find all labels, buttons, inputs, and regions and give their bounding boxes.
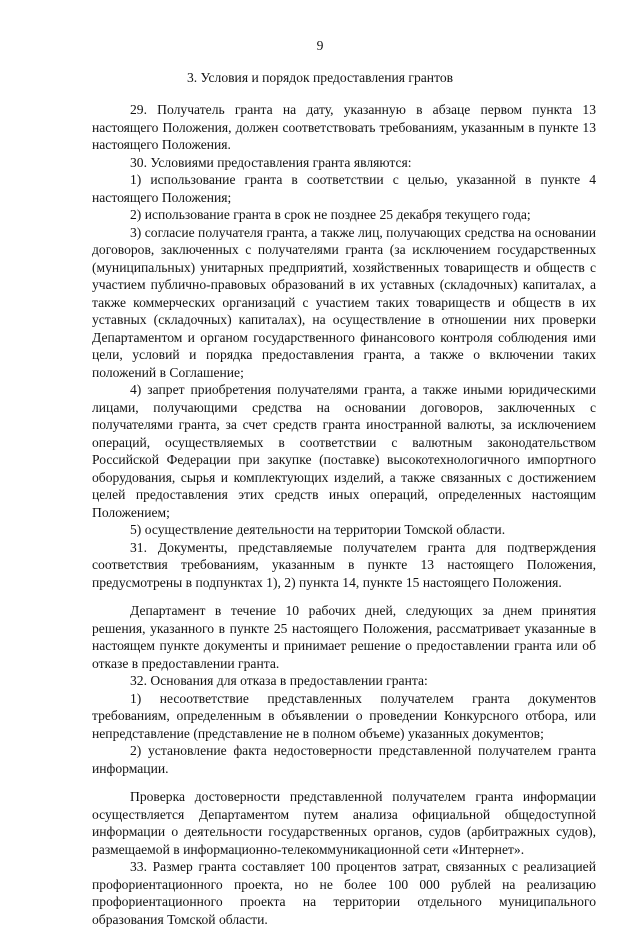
- paragraph-30-item-4: 4) запрет приобретения получателями гранта, а также иными юридическими лицами, получающими средства на основании договоров, заключенных с получателями гранта, за счет средств гранта иностранной валюты, за исключением операций, осуществляемых в соответствии с валютным законодательством Российской Федерации при закупке (поставке) высокотехнологичного импортного оборудования, сырья и комплектующих изделий, а также связанных с достижением целей предоставления этих средств иных операций, определенных настоящим Положением;: [92, 382, 596, 520]
- paragraph-30: 30. Условиями предоставления гранта являются:: [130, 154, 412, 170]
- paragraph-30-item-3: 3) согласие получателя гранта, а также лиц, получающих средства на основании договоров, заключенных с получателями гранта (за исключением государственных (муниципальных) унитарных предприятий, хозяйственных товариществ и обществ с участием публично-правовых образований в их уставных (складочных) капиталах, а также коммерческих организаций с участием таких товариществ и обществ в их уставных (складочных) капиталах), на осуществление в отношении них проверки Департаментом и органом государственного финансового контроля соблюдения ими цели, условий и порядка предоставления гранта, а также о включении таких положений в Соглашение;: [92, 224, 596, 380]
- paragraph-32: 32. Основания для отказа в предоставлении гранта:: [130, 673, 428, 688]
- paragraph-30-item-1: 1) использование гранта в соответствии с целью, указанной в пункте 4 настоящего Положения;: [92, 172, 596, 205]
- section-heading: 3. Условия и порядок предоставления грантов: [186, 70, 454, 85]
- document-body: [92, 101, 596, 928]
- paragraph-31: 31. Документы, представляемые получателем гранта для подтверждения соответствия требованиям, указанным в пункте 13 настоящего Положения, предусмотрены в подпунктах 1), 2) пункта 14, пункте 15 настоящего Положения.: [92, 539, 596, 590]
- paragraph-32-verification: Проверка достоверности представленной получателем гранта информации осуществляется Департаментом путем анализа официальной общедоступной информации о деятельности государственных органов, судов (арбитражных судов), размещаемой в информационно-телекоммуникационной сети «Интернет».: [92, 789, 596, 857]
- paragraph-31-department: Департамент в течение 10 рабочих дней, следующих за днем принятия решения, указанного в пункте 25 настоящего Положения, рассматривает указанные в настоящем пункте документы и принимает решение о предоставлении гранта или об отказе в предоставлении гранта.: [92, 603, 596, 671]
- paragraph-32-item-2: 2) установление факта недостоверности представленной получателем гранта информации.: [92, 743, 596, 776]
- paragraph-30-item-2: 2) использование гранта в срок не позднее 25 декабря текущего года;: [130, 207, 531, 222]
- paragraph-29: 29. Получатель гранта на дату, указанную в абзаце первом пункта 13 настоящего Положения, должен соответствовать требованиям, указанным в пункте 13 настоящего Положения.: [92, 102, 596, 152]
- page-number: 9: [316, 38, 324, 53]
- paragraph-32-item-1: 1) несоответствие представленных получателем гранта документов требованиям, определенным в объявлении о проведении Конкурсного отбора, или непредставление (представление не в полном объеме) указанных документов;: [92, 690, 596, 741]
- paragraph-33: 33. Размер гранта составляет 100 процентов затрат, связанных с реализацией профориентационного проекта, но не более 100 000 рублей на реализацию профориентационного проекта на территории отдельного муниципального образования Томской области.: [92, 859, 596, 927]
- paragraph-30-item-5: 5) осуществление деятельности на территории Томской области.: [130, 522, 506, 537]
